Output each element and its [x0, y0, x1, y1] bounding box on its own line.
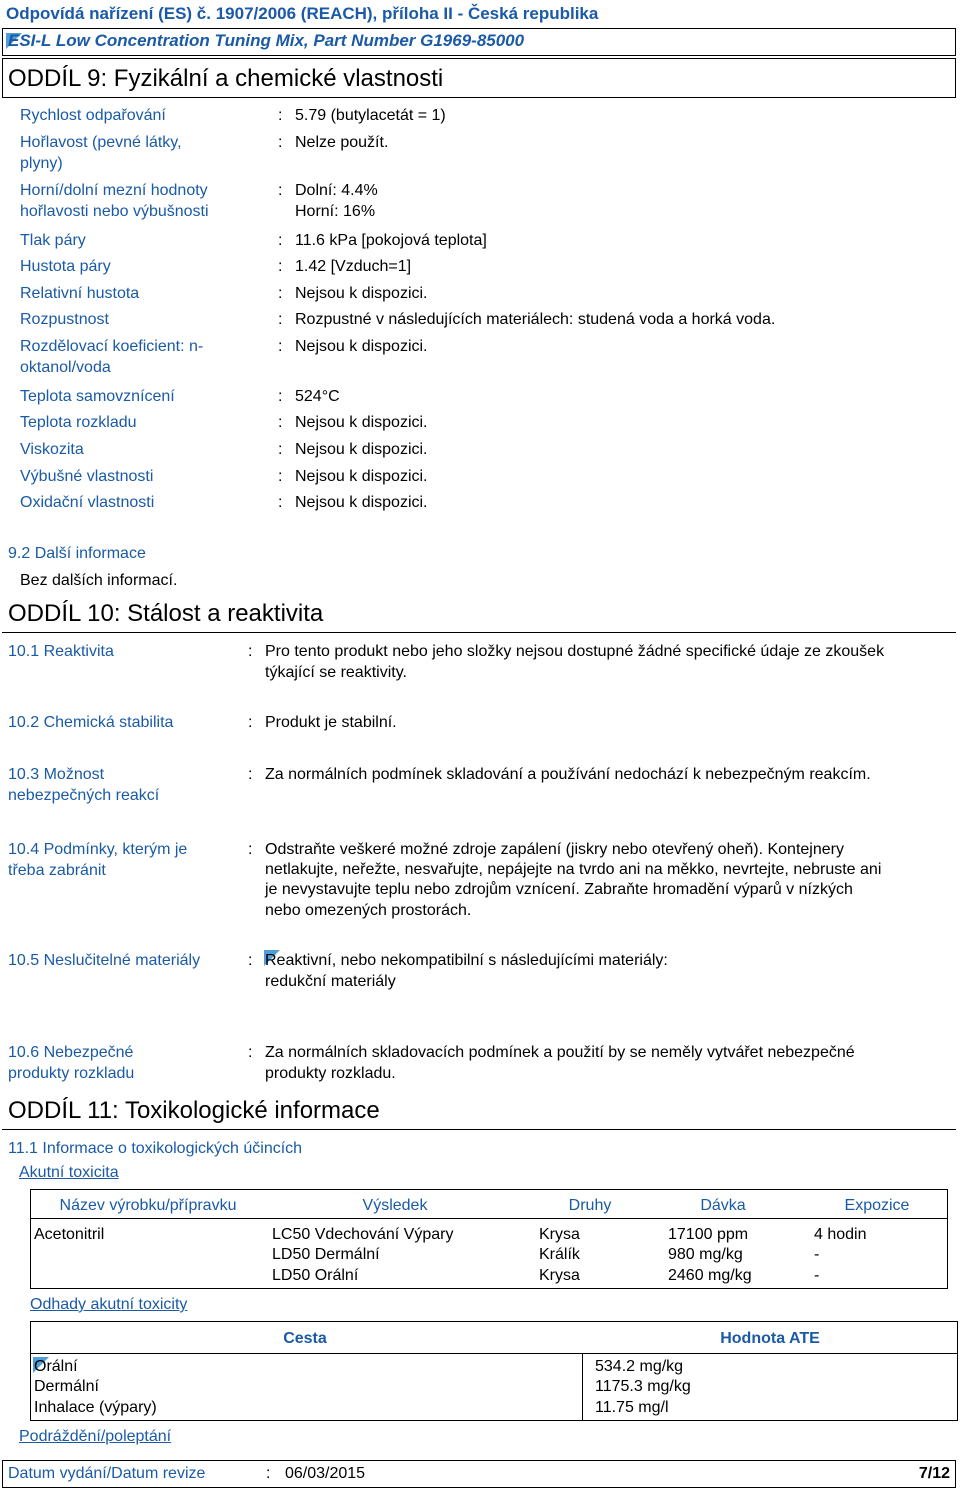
subsection-9-2-title: 9.2 Další informace [8, 545, 146, 562]
table-header: Název výrobku/přípravku [59, 1197, 237, 1214]
colon: : [278, 285, 283, 302]
irritation-link[interactable]: Podráždění/poleptání [19, 1428, 172, 1445]
incompatible-label: 10.5 Neslučitelné materiály [8, 952, 201, 969]
property-value: 524°C [295, 388, 340, 405]
stability-label: 10.2 Chemická stabilita [8, 714, 174, 731]
table-header: Expozice [844, 1197, 910, 1214]
colon: : [278, 468, 283, 485]
section11-divider [2, 1129, 956, 1130]
decomposition-label: 10.6 Nebezpečné [8, 1044, 134, 1061]
colon: : [278, 414, 283, 431]
table-cell: 980 mg/kg [668, 1246, 743, 1263]
decomposition-text: Za normálních skladovacích podmínek a použití by se neměly vytvářet nebezpečné [265, 1044, 855, 1061]
colon: : [278, 182, 283, 199]
conditions-avoid-label: 10.4 Podmínky, kterým je [8, 841, 188, 858]
property-label-cont: plyny) [20, 155, 63, 172]
property-label: Viskozita [20, 441, 84, 458]
incompatible-text-cont: redukční materiály [265, 973, 396, 990]
conditions-avoid-text: je nevystavujte teplu nebo zdrojům vznícení. Zabraňte hromadění výparů v nízkých [265, 881, 853, 898]
table-cell: 11.75 mg/l [595, 1399, 669, 1416]
table-cell: Krysa [539, 1226, 580, 1243]
conditions-avoid-label-cont: třeba zabránit [8, 862, 106, 879]
table-cell: 1175.3 mg/kg [595, 1378, 691, 1395]
table-header-divider [30, 1218, 948, 1219]
property-value: Nejsou k dispozici. [295, 441, 428, 458]
table-header: Výsledek [362, 1197, 428, 1214]
table-header: Cesta [283, 1330, 327, 1347]
colon: : [278, 134, 283, 151]
product-name: ESI-L Low Concentration Tuning Mix, Part Number G1969-85000 [8, 31, 525, 50]
property-value: Rozpustné v následujících materiálech: studená voda a horká voda. [295, 311, 776, 328]
acute-estimates-link[interactable]: Odhady akutní toxicity [30, 1296, 188, 1313]
table-header: Druhy [568, 1197, 612, 1214]
property-value: Nejsou k dispozici. [295, 338, 428, 355]
colon: : [278, 258, 283, 275]
property-value: Nejsou k dispozici. [295, 285, 428, 302]
property-value: 11.6 kPa [pokojová teplota] [295, 232, 487, 249]
property-label: Tlak páry [20, 232, 86, 249]
table-cell: - [814, 1267, 820, 1284]
table-cell: - [814, 1246, 820, 1263]
colon: : [248, 766, 253, 783]
property-label: Oxidační vlastnosti [20, 494, 155, 511]
property-label: Výbušné vlastnosti [20, 468, 154, 485]
colon: : [278, 107, 283, 124]
decomposition-text-cont: produkty rozkladu. [265, 1065, 396, 1082]
property-value: Nelze použít. [295, 134, 389, 151]
colon: : [278, 311, 283, 328]
conditions-avoid-text: Odstraňte veškeré možné zdroje zapálení (jiskry nebo otevřený oheň). Kontejnery [265, 841, 844, 858]
section11-title: ODDÍL 11: Toxikologické informace [8, 1097, 380, 1124]
table-cell: Krysa [539, 1267, 580, 1284]
hazardous-reactions-label: 10.3 Možnost [8, 766, 105, 783]
table-cell: 2460 mg/kg [668, 1267, 752, 1284]
colon: : [278, 388, 283, 405]
table-cell-product: Acetonitril [34, 1226, 105, 1243]
property-value: Nejsou k dispozici. [295, 494, 428, 511]
property-label: Hustota páry [20, 258, 111, 275]
colon: : [278, 441, 283, 458]
hazardous-reactions-label-cont: nebezpečných reakcí [8, 787, 160, 804]
table-cell: 17100 ppm [668, 1226, 749, 1243]
ate-column-divider [582, 1353, 583, 1421]
table-cell: LD50 Dermální [272, 1246, 380, 1263]
property-value: 5.79 (butylacetát = 1) [295, 107, 446, 124]
regulation-title: Odpovídá nařízení (ES) č. 1907/2006 (REACH), příloha II - Česká republika [6, 4, 599, 23]
footer-label: Datum vydání/Datum revize [8, 1465, 206, 1482]
section9-title: ODDÍL 9: Fyzikální a chemické vlastnosti [8, 65, 444, 92]
property-label: Rozdělovací koeficient: n- [20, 338, 204, 355]
colon: : [266, 1465, 271, 1482]
property-value: Dolní: 4.4% [295, 182, 378, 199]
section10-divider [2, 632, 956, 633]
property-label: Relativní hustota [20, 285, 140, 302]
property-label: Teplota rozkladu [20, 414, 137, 431]
table-header: Hodnota ATE [720, 1330, 820, 1347]
acute-toxicity-link[interactable]: Akutní toxicita [19, 1164, 119, 1181]
property-label-cont: oktanol/voda [20, 359, 111, 376]
subsection-11-1-title: 11.1 Informace o toxikologických účincích [8, 1140, 303, 1157]
table-cell: Inhalace (výpary) [34, 1399, 157, 1416]
colon: : [248, 1044, 253, 1061]
table-header: Dávka [700, 1197, 746, 1214]
table-cell: LD50 Orální [272, 1267, 359, 1284]
table-cell: Orální [34, 1358, 78, 1375]
table-cell: Králík [539, 1246, 580, 1263]
property-label: Hořlavost (pevné látky, [20, 134, 182, 151]
reactivity-label: 10.1 Reaktivita [8, 643, 114, 660]
property-value-cont: Horní: 16% [295, 203, 376, 220]
property-value: Nejsou k dispozici. [295, 414, 428, 431]
colon: : [278, 232, 283, 249]
colon: : [248, 841, 253, 858]
footer-date: 06/03/2015 [285, 1465, 366, 1482]
property-label: Horní/dolní mezní hodnoty [20, 182, 208, 199]
conditions-avoid-text: netlakujte, neřežte, nesvařujte, nepájejte na tvrdo ani na měkko, nevrtejte, nebruste ani [265, 861, 882, 878]
table-cell: LC50 Vdechování Výpary [272, 1226, 454, 1243]
table-cell: 4 hodin [814, 1226, 867, 1243]
colon: : [278, 494, 283, 511]
stability-text: Produkt je stabilní. [265, 714, 397, 731]
property-value: 1.42 [Vzduch=1] [295, 258, 412, 275]
property-label-cont: hořlavosti nebo výbušnosti [20, 203, 209, 220]
conditions-avoid-text: nebo omezených prostorách. [265, 902, 472, 919]
table-cell: Dermální [34, 1378, 99, 1395]
ate-header-divider [30, 1353, 958, 1354]
subsection-9-2-text: Bez dalších informací. [20, 572, 178, 589]
colon: : [248, 952, 253, 969]
incompatible-text: Reaktivní, nebo nekompatibilní s následujícími materiály: [265, 952, 668, 969]
property-label: Rychlost odpařování [20, 107, 166, 124]
colon: : [248, 714, 253, 731]
reactivity-text-cont: týkající se reaktivity. [265, 664, 407, 681]
property-value: Nejsou k dispozici. [295, 468, 428, 485]
colon: : [248, 643, 253, 660]
table-cell: 534.2 mg/kg [595, 1358, 684, 1375]
property-label: Rozpustnost [20, 311, 109, 328]
colon: : [278, 338, 283, 355]
property-label: Teplota samovznícení [20, 388, 175, 405]
decomposition-label-cont: produkty rozkladu [8, 1065, 135, 1082]
reactivity-text: Pro tento produkt nebo jeho složky nejsou dostupné žádné specifické údaje ze zkoušek [265, 643, 885, 660]
section10-title: ODDÍL 10: Stálost a reaktivita [8, 600, 324, 627]
page-number: 7/12 [918, 1465, 950, 1482]
hazardous-reactions-text: Za normálních podmínek skladování a používání nedochází k nebezpečným reakcím. [265, 766, 871, 783]
